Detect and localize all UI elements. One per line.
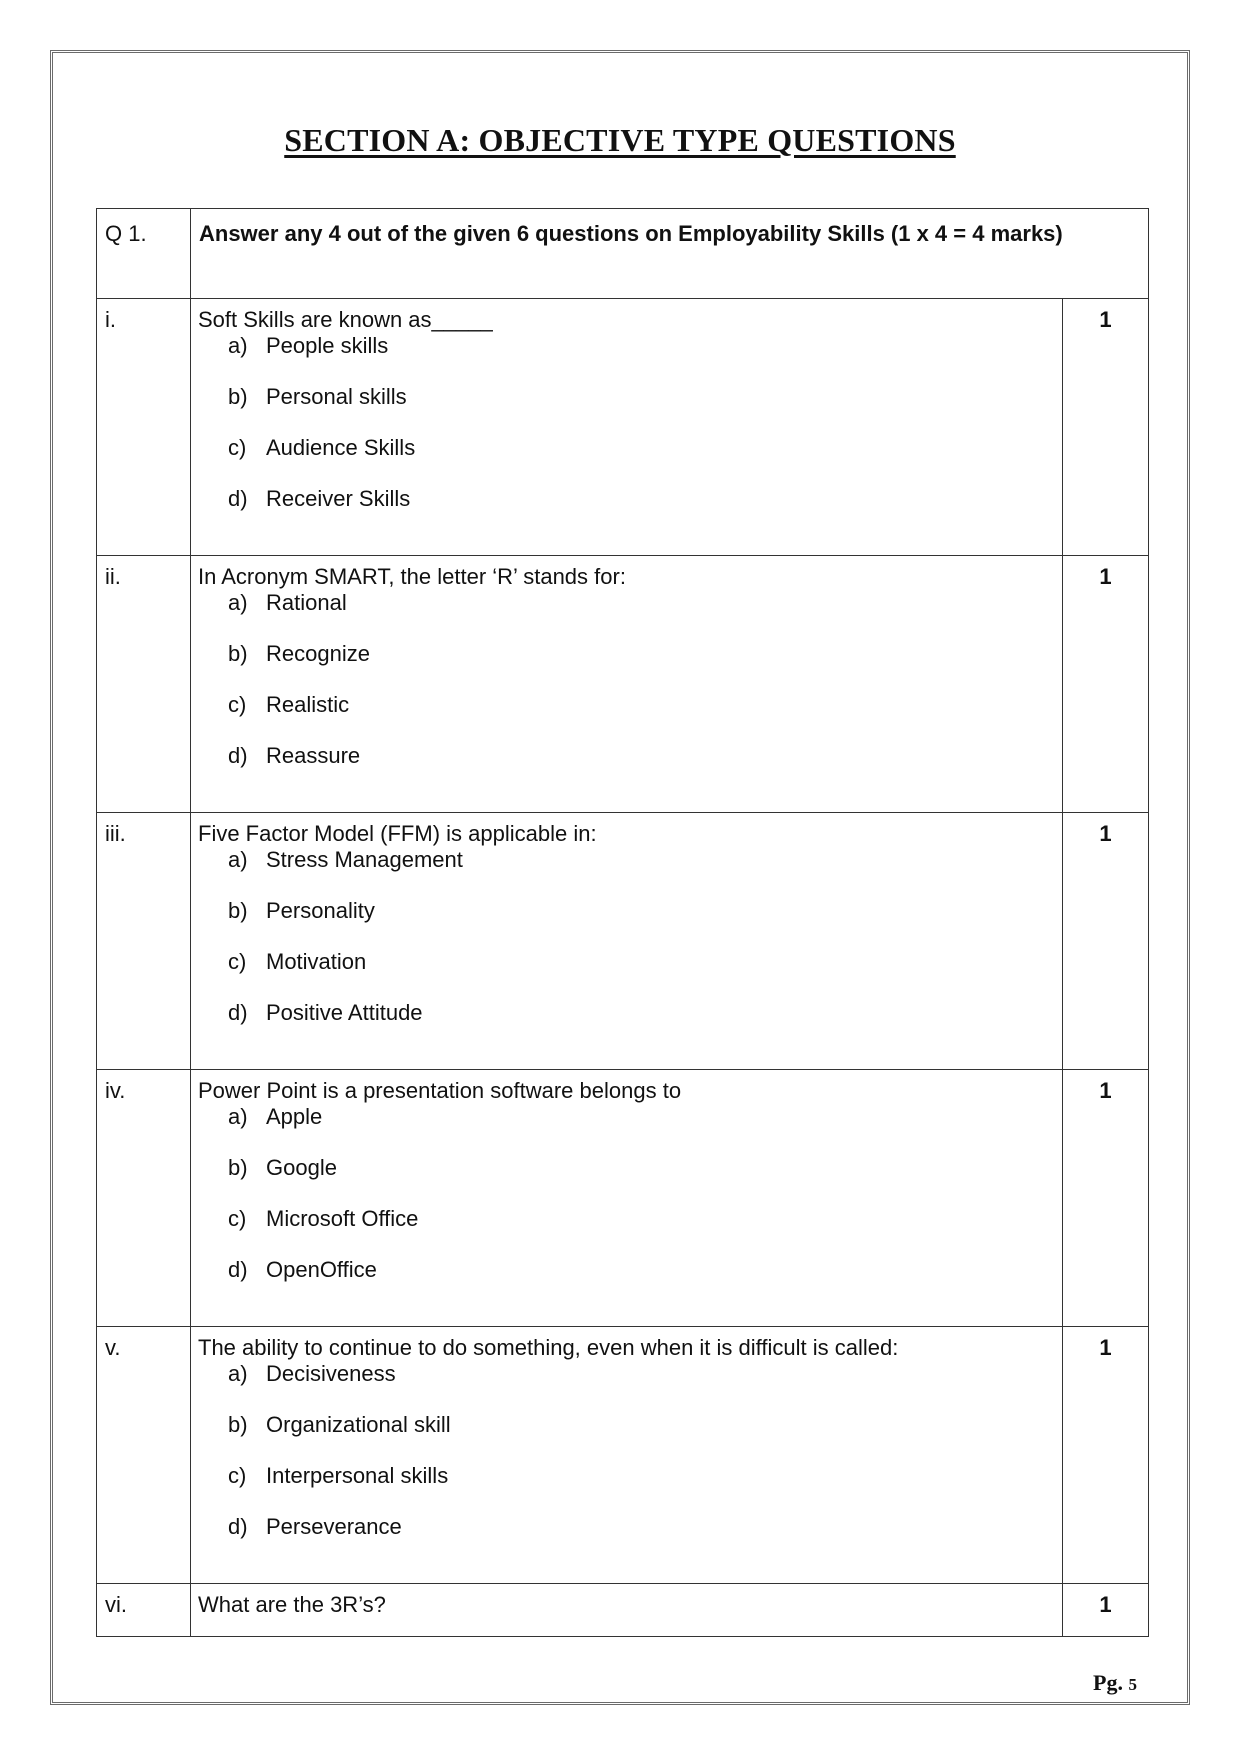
question-text: The ability to continue to do something, even when it is difficult is called:	[198, 1335, 899, 1360]
option-item	[228, 898, 1062, 949]
question-content	[191, 299, 1063, 556]
option-item	[228, 1155, 1062, 1206]
option-letter: c)	[228, 692, 247, 717]
question-content	[191, 556, 1063, 813]
option-item	[228, 847, 1062, 898]
option-item	[228, 1000, 1062, 1051]
option-item	[228, 1463, 1062, 1514]
option-item	[228, 1361, 1062, 1412]
question-content	[191, 813, 1063, 1070]
option-text: Audience Skills	[266, 435, 416, 460]
option-text: Interpersonal skills	[266, 1463, 449, 1488]
option-list	[198, 1361, 1062, 1565]
option-item	[228, 333, 1062, 384]
option-text: Personal skills	[266, 384, 407, 409]
question-text: Soft Skills are known as_____	[198, 307, 493, 332]
option-text: Positive Attitude	[266, 1000, 423, 1025]
question-marks: 1	[1063, 299, 1149, 556]
question-number: v.	[97, 1327, 191, 1584]
option-item	[228, 692, 1062, 743]
option-item	[228, 1412, 1062, 1463]
question-header-row	[97, 209, 1149, 299]
question-group-instruction: Answer any 4 out of the given 6 questions on Employability Skills (1 x 4 = 4 marks)	[191, 209, 1149, 299]
question-text: What are the 3R’s?	[198, 1592, 386, 1617]
option-item	[228, 1257, 1062, 1308]
question-number: iii.	[97, 813, 191, 1070]
question-content	[191, 1327, 1063, 1584]
page-label: Pg.	[1093, 1670, 1123, 1695]
question-marks: 1	[1063, 1584, 1149, 1637]
option-item	[228, 1206, 1062, 1257]
option-item	[228, 1104, 1062, 1155]
question-row	[97, 556, 1149, 813]
option-text: Stress Management	[266, 847, 463, 872]
option-letter: d)	[228, 743, 248, 768]
option-letter: b)	[228, 384, 248, 409]
option-letter: a)	[228, 1104, 248, 1129]
option-letter: d)	[228, 1000, 248, 1025]
option-list	[198, 1104, 1062, 1308]
page-number	[1093, 1670, 1137, 1696]
option-letter: a)	[228, 847, 248, 872]
option-text: Organizational skill	[266, 1412, 451, 1437]
question-marks: 1	[1063, 1070, 1149, 1327]
question-row	[97, 1327, 1149, 1584]
option-text: People skills	[266, 333, 389, 358]
option-text: Google	[266, 1155, 337, 1180]
option-item	[228, 641, 1062, 692]
option-letter: d)	[228, 1514, 248, 1539]
questions-table	[96, 208, 1149, 1637]
option-text: Receiver Skills	[266, 486, 411, 511]
option-text: Motivation	[266, 949, 367, 974]
option-letter: c)	[228, 949, 247, 974]
question-number: vi.	[97, 1584, 191, 1637]
option-item	[228, 435, 1062, 486]
option-text: Perseverance	[266, 1514, 402, 1539]
question-marks: 1	[1063, 813, 1149, 1070]
question-text: In Acronym SMART, the letter ‘R’ stands for:	[198, 564, 626, 589]
option-letter: a)	[228, 1361, 248, 1386]
option-item	[228, 949, 1062, 1000]
option-text: Rational	[266, 590, 347, 615]
question-number: iv.	[97, 1070, 191, 1327]
option-letter: c)	[228, 1206, 247, 1231]
question-content	[191, 1070, 1063, 1327]
question-marks: 1	[1063, 556, 1149, 813]
option-list	[198, 333, 1062, 537]
option-letter: d)	[228, 486, 248, 511]
section-title: SECTION A: OBJECTIVE TYPE QUESTIONS	[284, 122, 956, 158]
option-list	[198, 847, 1062, 1051]
option-text: Decisiveness	[266, 1361, 396, 1386]
page-number-value: 5	[1128, 1675, 1137, 1694]
question-text: Power Point is a presentation software belongs to	[198, 1078, 682, 1103]
option-item	[228, 1514, 1062, 1565]
option-text: OpenOffice	[266, 1257, 377, 1282]
option-letter: b)	[228, 1412, 248, 1437]
option-letter: b)	[228, 898, 248, 923]
option-item	[228, 384, 1062, 435]
question-group-number: Q 1.	[97, 209, 191, 299]
option-letter: b)	[228, 641, 248, 666]
option-letter: d)	[228, 1257, 248, 1282]
option-text: Recognize	[266, 641, 370, 666]
option-letter: c)	[228, 1463, 247, 1488]
option-text: Apple	[266, 1104, 323, 1129]
option-letter: a)	[228, 590, 248, 615]
option-text: Microsoft Office	[266, 1206, 419, 1231]
option-text: Reassure	[266, 743, 361, 768]
option-text: Realistic	[266, 692, 350, 717]
question-row	[97, 299, 1149, 556]
question-marks: 1	[1063, 1327, 1149, 1584]
option-item	[228, 486, 1062, 537]
option-item	[228, 743, 1062, 794]
option-item	[228, 590, 1062, 641]
option-letter: a)	[228, 333, 248, 358]
question-number: ii.	[97, 556, 191, 813]
option-letter: c)	[228, 435, 247, 460]
question-text: Five Factor Model (FFM) is applicable in:	[198, 821, 597, 846]
option-text: Personality	[266, 898, 375, 923]
question-number: i.	[97, 299, 191, 556]
option-letter: b)	[228, 1155, 248, 1180]
question-row	[97, 1070, 1149, 1327]
option-list	[198, 590, 1062, 794]
question-content	[191, 1584, 1063, 1637]
question-row	[97, 1584, 1149, 1637]
question-row	[97, 813, 1149, 1070]
